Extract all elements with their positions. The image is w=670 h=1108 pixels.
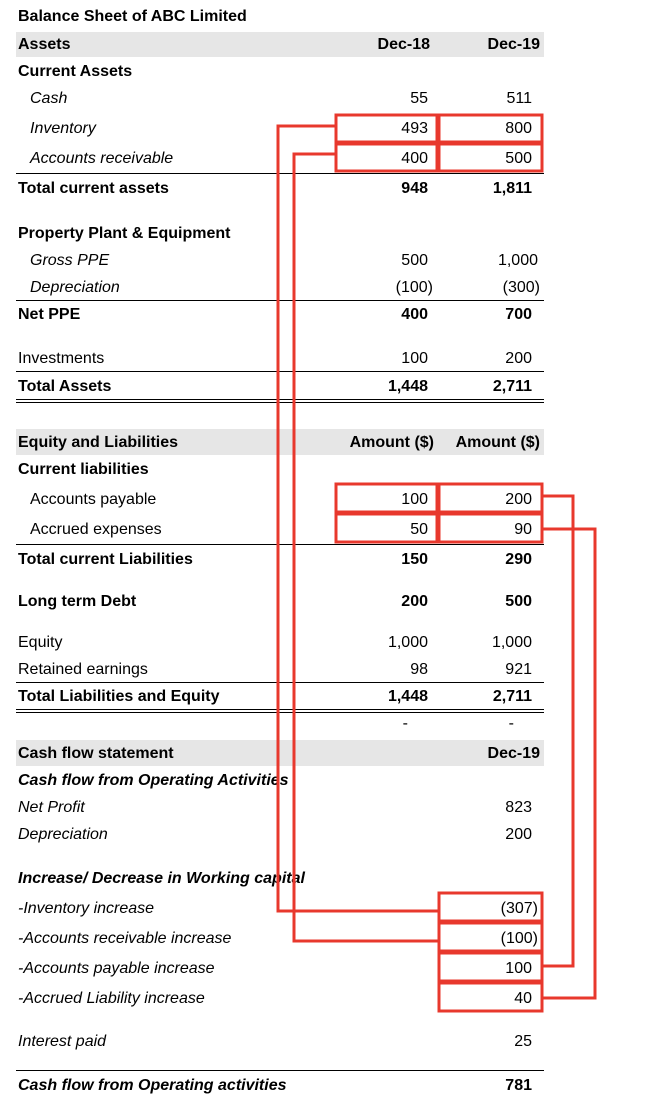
connector-payable — [542, 496, 573, 966]
inventory-increase-value: (307) — [500, 900, 538, 917]
liabilities-header-col1: Amount ($) — [349, 434, 434, 451]
net-ppe-label: Net PPE — [18, 306, 81, 323]
depreciation-dec19: (300) — [502, 279, 540, 296]
ppe-heading: Property Plant & Equipment — [18, 225, 231, 242]
working-capital-heading: Increase/ Decrease in Working capital — [18, 870, 305, 887]
connector-receivable — [294, 154, 439, 941]
current-liabilities-heading: Current liabilities — [18, 461, 149, 478]
inventory-dec19: 800 — [505, 120, 532, 137]
accrued-dec18: 50 — [410, 521, 428, 538]
inventory-dec18: 493 — [401, 120, 428, 137]
net-profit-value: 823 — [505, 799, 532, 816]
check-dec19: - — [508, 715, 514, 732]
accrued-increase-value: 40 — [514, 990, 532, 1007]
total-current-assets-dec18: 948 — [401, 180, 428, 197]
operating-total-value: 781 — [505, 1077, 532, 1094]
divider — [16, 544, 544, 545]
retained-earnings-dec19: 921 — [505, 661, 532, 678]
liabilities-header-label: Equity and Liabilities — [18, 434, 179, 451]
current-assets-heading: Current Assets — [18, 63, 133, 80]
investments-dec19: 200 — [505, 350, 532, 367]
payable-increase-value: 100 — [505, 960, 532, 977]
total-liabilities-equity-label: Total Liabilities and Equity — [18, 688, 220, 705]
total-liabilities-equity-dec19: 2,711 — [492, 688, 532, 705]
connector-accrued — [542, 529, 595, 998]
inventory-label: Inventory — [30, 120, 96, 137]
total-assets-dec18: 1,448 — [387, 378, 428, 395]
retained-earnings-label: Retained earnings — [18, 661, 148, 678]
long-term-debt-label: Long term Debt — [18, 593, 137, 610]
investments-dec18: 100 — [401, 350, 428, 367]
check-dec18: - — [402, 715, 408, 732]
long-term-debt-dec18: 200 — [401, 593, 428, 610]
double-underline — [16, 402, 544, 403]
payable-label: Accounts payable — [30, 491, 157, 508]
operating-heading: Cash flow from Operating Activities — [18, 772, 289, 789]
interest-paid-label: Interest paid — [18, 1033, 107, 1050]
double-underline — [16, 399, 544, 400]
total-current-assets-label: Total current assets — [18, 180, 169, 197]
total-assets-dec19: 2,711 — [492, 378, 532, 395]
receivable-increase-value: (100) — [500, 930, 538, 947]
equity-dec19: 1,000 — [491, 634, 532, 651]
interest-paid-value: 25 — [514, 1033, 532, 1050]
operating-total-label: Cash flow from Operating activities — [18, 1077, 287, 1094]
divider — [16, 173, 544, 174]
cash-dec18: 55 — [410, 90, 428, 107]
total-liabilities-equity-dec18: 1,448 — [387, 688, 428, 705]
cf-depreciation-label: Depreciation — [18, 826, 108, 843]
equity-dec18: 1,000 — [387, 634, 428, 651]
cash-label: Cash — [30, 90, 68, 107]
assets-header-dec19: Dec-19 — [487, 36, 540, 53]
double-underline — [16, 712, 544, 713]
receivable-dec19: 500 — [505, 150, 532, 167]
receivable-increase-label: -Accounts receivable increase — [18, 930, 232, 947]
gross-ppe-dec18: 500 — [401, 252, 428, 269]
investments-label: Investments — [18, 350, 105, 367]
receivable-dec18: 400 — [401, 150, 428, 167]
gross-ppe-label: Gross PPE — [30, 252, 110, 269]
divider — [16, 300, 544, 301]
cash-dec19: 511 — [506, 90, 532, 107]
net-profit-label: Net Profit — [18, 799, 85, 816]
total-current-liabilities-label: Total current Liabilities — [18, 551, 193, 568]
total-assets-label: Total Assets — [18, 378, 112, 395]
retained-earnings-dec18: 98 — [410, 661, 428, 678]
accrued-dec19: 90 — [514, 521, 532, 538]
payable-increase-label: -Accounts payable increase — [18, 960, 215, 977]
divider — [16, 371, 544, 372]
assets-header-label: Assets — [18, 36, 71, 53]
net-ppe-dec18: 400 — [401, 306, 428, 323]
receivable-label: Accounts receivable — [30, 150, 174, 167]
total-current-assets-dec19: 1,811 — [492, 180, 532, 197]
inventory-increase-label: -Inventory increase — [18, 900, 155, 917]
accrued-increase-label: -Accrued Liability increase — [18, 990, 205, 1007]
equity-label: Equity — [18, 634, 63, 651]
cashflow-header-label: Cash flow statement — [18, 745, 174, 762]
total-current-liabilities-dec19: 290 — [505, 551, 532, 568]
gross-ppe-dec19: 1,000 — [497, 252, 538, 269]
cashflow-header-dec19: Dec-19 — [487, 745, 540, 762]
net-ppe-dec19: 700 — [505, 306, 532, 323]
liabilities-header-col2: Amount ($) — [455, 434, 540, 451]
accrued-label: Accrued expenses — [30, 521, 162, 538]
cf-depreciation-value: 200 — [505, 826, 532, 843]
connector-inventory — [278, 126, 439, 911]
long-term-debt-dec19: 500 — [505, 593, 532, 610]
payable-dec18: 100 — [401, 491, 428, 508]
total-current-liabilities-dec18: 150 — [401, 551, 428, 568]
depreciation-dec18: (100) — [395, 279, 433, 296]
divider — [16, 682, 544, 683]
depreciation-label: Depreciation — [30, 279, 120, 296]
divider — [16, 1070, 544, 1071]
double-underline — [16, 709, 544, 710]
payable-dec19: 200 — [505, 491, 532, 508]
assets-header-dec18: Dec-18 — [377, 36, 430, 53]
page-title: Balance Sheet of ABC Limited — [18, 8, 247, 25]
